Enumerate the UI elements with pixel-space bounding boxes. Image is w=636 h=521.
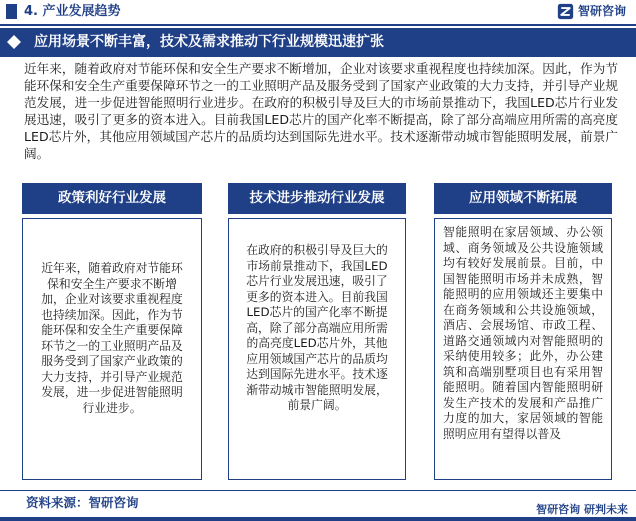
source-note: 资料来源：智研咨询 [26,495,139,510]
footer-bar [0,517,636,521]
diamond-icon [7,35,21,49]
footer-brand: 智研咨询 研判未来 [536,503,628,516]
section-title: 4. 产业发展趋势 [24,4,121,19]
column-box-policy [22,218,202,480]
column-body-technology: 在政府的积极引导及巨大的市场前景推动下，我国LED芯片行业发展迅速，吸引了更多的资本进入。目前我国LED芯片的国产化率不断提高，除了部分高端应用所需的高亮度LED芯片外，其他应用领域国产芯片的品质均达到国际先进水平。技术逐渐带动城市智能照明发展，前景广阔。 [246,243,388,412]
column-heading-technology: 技术进步推动行业发展 [228,183,406,214]
brand-name: 智研咨询 [577,4,626,18]
column-box-technology [228,218,406,480]
column-box-application [434,218,612,480]
column-body-policy: 近年来，随着政府对节能环保和安全生产要求不断增加，企业对该要求重视程度也持续加深。因此，作为节能环保和安全生产重要保障环节之一的工业照明产品及服务受到了国家产业政策的大力支持，并引导产业规范发展，进一步促进智能照明行业进步。 [41,261,183,415]
footer-rule [0,490,636,491]
column-heading-application: 应用领域不断拓展 [434,183,612,214]
banner-title: 应用场景不断丰富，技术及需求推动下行业规模迅速扩张 [34,34,384,50]
header-rule [0,24,636,26]
page-header [0,0,636,24]
brand [557,3,626,20]
intro-paragraph: 近年来，随着政府对节能环保和安全生产要求不断增加，企业对该要求重视程度也持续加深。因此，作为节能环保和安全生产重要保障环节之一的工业照明产品及服务受到了国家产业政策的大力支持，并引导产业规范发展，进一步促进智能照明行业进步。在政府的积极引导及巨大的市场前景推动下，我国LED芯片行业发展迅速，吸引了更多的资本进入。目前我国LED芯片的国产化率不断提高，除了部分高端应用所需的高亮度LED芯片外，其他应用领域国产芯片的品质均达到国际先进水平。技术逐渐带动城市智能照明发展，前景广阔。 [24,61,618,161]
column-heading-policy: 政策利好行业发展 [22,183,202,214]
title-banner [0,28,636,57]
section-marker [6,4,17,19]
zhiyan-logo-icon [557,3,574,20]
column-body-application: 智能照明在家居领域、办公领域、商务领域及公共设施领域均有较好发展前景。目前，中国智能照明市场并未成熟，智能照明的应用领域还主要集中在商务领域和公共设施领域，酒店、会展场馆、市政工程、道路交通领域内对智能照明的采纳使用较多；此外，办公建筑和高端别墅项目也有采用智能照明。随着国内智能照明研发生产技术的发展和产品推广力度的加大，家居领域的智能照明应用有望得以普及 [443,225,603,441]
